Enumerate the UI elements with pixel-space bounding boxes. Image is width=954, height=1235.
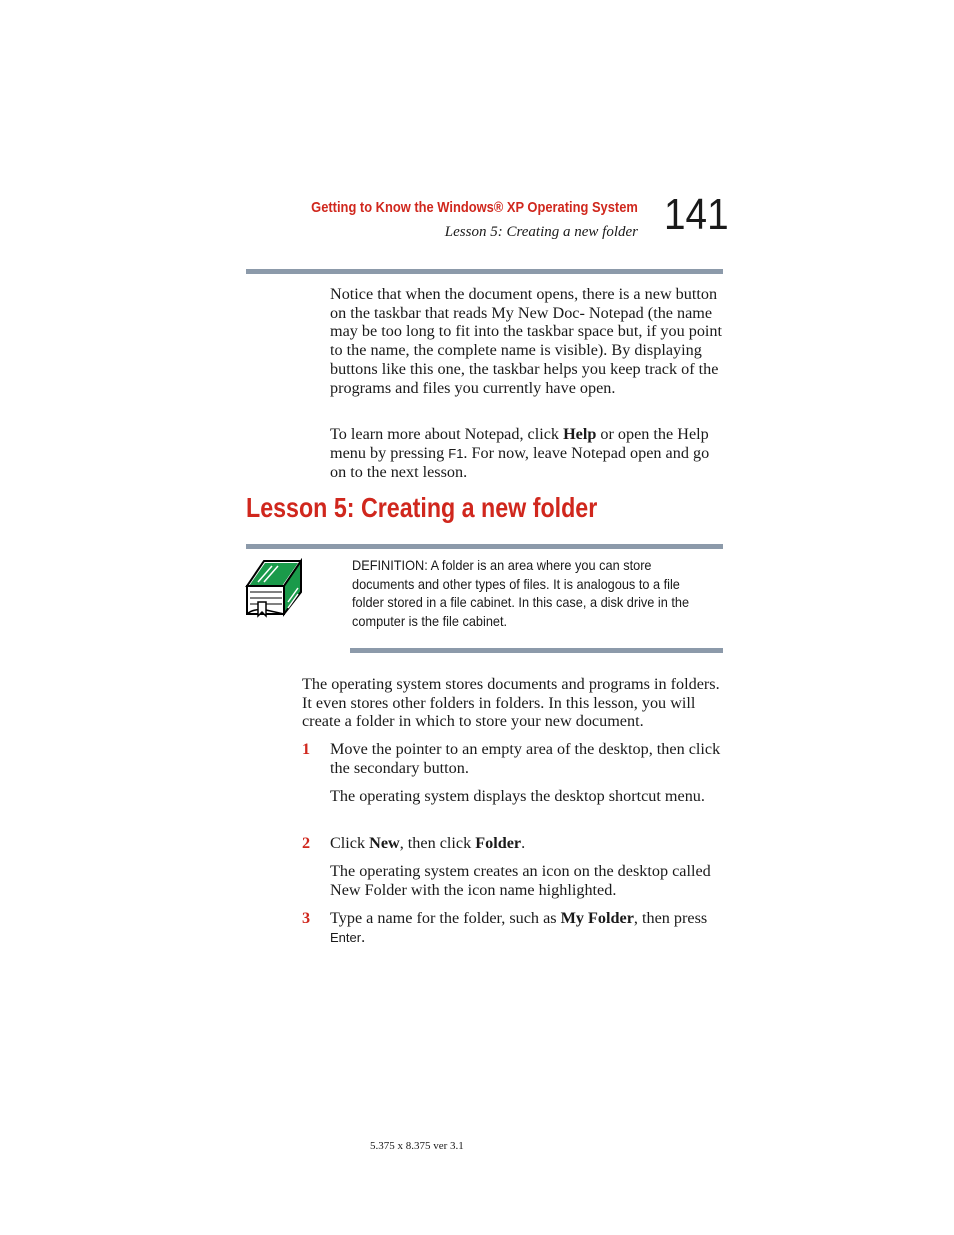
my-folder-term: My Folder [560, 909, 634, 927]
f1-key: F1 [448, 445, 464, 461]
new-term: New [369, 834, 400, 852]
text-span: Click [330, 834, 370, 852]
page-footer: 5.375 x 8.375 ver 3.1 [370, 1140, 464, 1152]
text-span: . For now, leave Notepad open and go on to the next lesson. [330, 443, 710, 482]
text-span: . [521, 834, 526, 852]
text-span: Type a name for the folder, such as [330, 909, 561, 927]
definition-text: DEFINITION: A folder is an area where you can store documents and other types of files. It is analogous to a file folder stored in a file cabinet. In this case, a disk drive in the computer is the file cabinet. [352, 557, 690, 630]
enter-key: Enter [330, 929, 362, 945]
section-title: Lesson 5: Creating a new folder [444, 224, 638, 240]
step-1-text: Move the pointer to an empty area of the desktop, then click the secondary button. [330, 740, 721, 777]
step-3-text [330, 909, 725, 947]
page-number: 141 [664, 190, 729, 239]
text-span: or open the Help menu by pressing [330, 425, 709, 462]
help-term: Help [563, 425, 597, 443]
intro-paragraph-1: Notice that when the document opens, there is a new button on the taskbar that reads My New Doc- Notepad (the name may be too long to fit into the taskbar space but, if you point to the name, the complete name is visible). By displaying buttons like this one, the taskbar helps you keep track of the programs and files you currently have open. [330, 285, 723, 397]
step-number-2: 2 [302, 834, 311, 852]
folder-term: Folder [475, 834, 522, 852]
lesson-heading: Lesson 5: Creating a new folder [246, 492, 598, 523]
definition-top-rule [246, 544, 723, 549]
text-span: , then press [633, 909, 708, 927]
chapter-title: Getting to Know the Windows® XP Operating System [311, 199, 638, 216]
intro-paragraph-2 [330, 425, 725, 482]
header-rule [246, 269, 723, 274]
definition-book-icon [244, 558, 302, 618]
text-span: , then click [399, 834, 476, 852]
step-2-result: The operating system creates an icon on the desktop called New Folder with the icon name highlighted. [330, 862, 711, 899]
text-span: To learn more about Notepad, click [330, 425, 564, 443]
step-number-1: 1 [302, 740, 311, 758]
body-paragraph-1: The operating system stores documents and programs in folders. It even stores other folders in folders. In this lesson, you will create a folder in which to store your new document. [302, 675, 720, 731]
step-2-text [330, 834, 725, 853]
step-1-result: The operating system displays the desktop shortcut menu. [330, 787, 705, 805]
text-span: . [361, 927, 366, 946]
step-number-3: 3 [302, 909, 311, 927]
definition-bottom-rule [350, 648, 723, 653]
